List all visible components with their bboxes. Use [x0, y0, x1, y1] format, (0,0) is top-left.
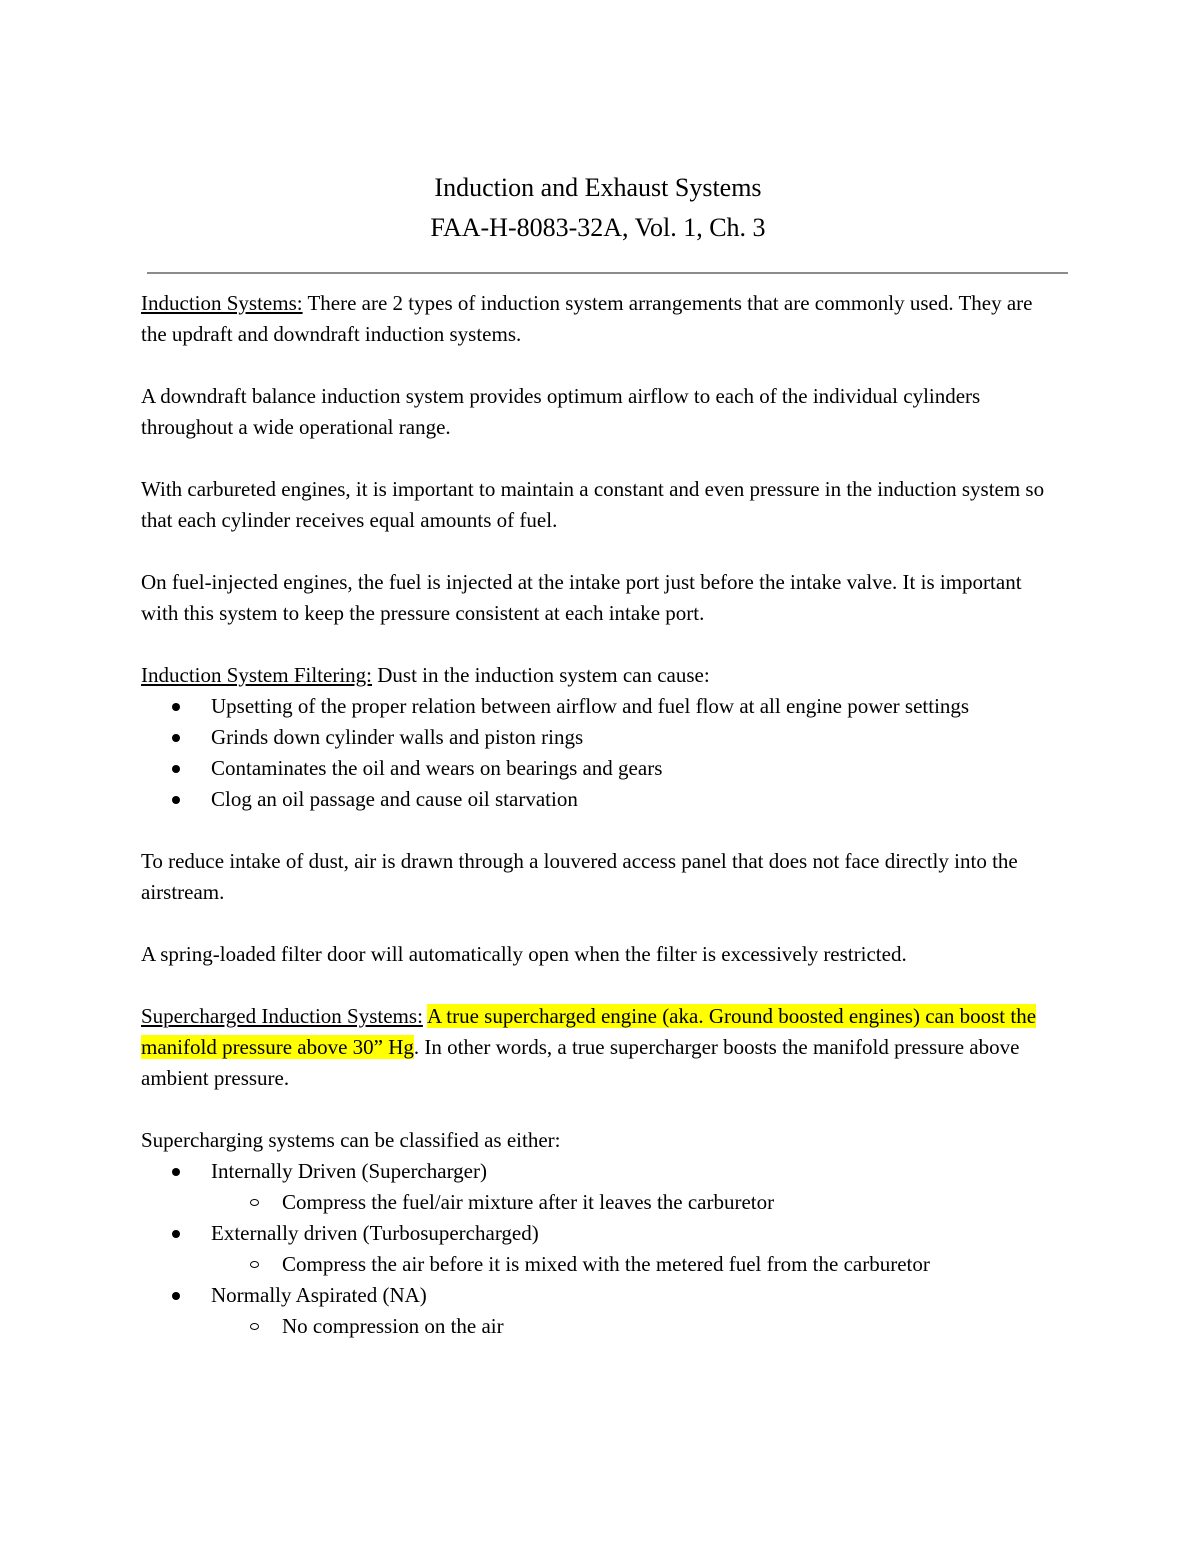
classification-intro: Supercharging systems can be classified as either: — [141, 1128, 561, 1152]
bullet-icon — [172, 1168, 180, 1176]
classification-list — [141, 1156, 1061, 1342]
louvered-panel-paragraph: To reduce intake of dust, air is drawn through a louvered access panel that does not face directly into the airstream. — [141, 849, 1018, 904]
filtering-text: Dust in the induction system can cause: — [372, 663, 710, 687]
supercharged-heading: Supercharged Induction Systems: — [141, 1004, 423, 1028]
sub-list — [211, 1249, 1061, 1280]
hollow-bullet-icon — [250, 1199, 259, 1206]
sub-list-item: No compression on the air — [211, 1311, 1061, 1342]
downdraft-paragraph: A downdraft balance induction system provides optimum airflow to each of the individual cylinders throughout a wide operational range. — [141, 384, 981, 439]
sub-list — [211, 1311, 1061, 1342]
sub-list — [211, 1187, 1061, 1218]
fuel-injected-paragraph: On fuel-injected engines, the fuel is injected at the intake port just before the intake valve. It is important with this system to keep the pressure consistent at each intake port. — [141, 570, 1022, 625]
bullet-icon — [172, 1230, 180, 1238]
supercharged-paragraph — [141, 1001, 1061, 1094]
bullet-icon — [172, 1292, 180, 1300]
hollow-bullet-icon — [250, 1261, 259, 1268]
list-item: Contaminates the oil and wears on bearings and gears — [141, 753, 1061, 784]
list-item: Normally Aspirated (NA) No compression on the air — [141, 1280, 1061, 1342]
sub-list-item: Compress the air before it is mixed with the metered fuel from the carburetor — [211, 1249, 1061, 1280]
list-item: Upsetting of the proper relation between airflow and fuel flow at all engine power settings — [141, 691, 1061, 722]
title-block — [135, 168, 1061, 248]
list-item: Grinds down cylinder walls and piston rings — [141, 722, 1061, 753]
sub-list-item: Compress the fuel/air mixture after it leaves the carburetor — [211, 1187, 1061, 1218]
induction-systems-heading: Induction Systems: — [141, 291, 303, 315]
horizontal-rule — [147, 272, 1068, 274]
bullet-icon — [172, 734, 180, 742]
list-item: Clog an oil passage and cause oil starvation — [141, 784, 1061, 815]
list-item: Externally driven (Turbosupercharged) Compress the air before it is mixed with the metered fuel from the carburetor — [141, 1218, 1061, 1280]
document-title: Induction and Exhaust Systems — [434, 173, 762, 202]
filtering-list — [141, 691, 1061, 815]
list-item: Internally Driven (Supercharger) Compress the fuel/air mixture after it leaves the carburetor — [141, 1156, 1061, 1218]
highlighted-text: A true supercharged engine (aka. Ground boosted engines) can boost the manifold pressure above 30” Hg — [141, 1004, 1037, 1059]
filter-door-paragraph: A spring-loaded filter door will automatically open when the filter is excessively restricted. — [141, 942, 907, 966]
filtering-heading: Induction System Filtering: — [141, 663, 372, 687]
document-subtitle: FAA-H-8083-32A, Vol. 1, Ch. 3 — [430, 213, 766, 242]
hollow-bullet-icon — [250, 1323, 259, 1330]
document-page — [141, 168, 1061, 1373]
bullet-icon — [172, 765, 180, 773]
supercharged-text: . In other words, a true supercharger boosts the manifold pressure above ambient pressure. — [141, 1035, 1020, 1090]
carbureted-paragraph: With carbureted engines, it is important to maintain a constant and even pressure in the induction system so that each cylinder receives equal amounts of fuel. — [141, 477, 1045, 532]
filtering-paragraph — [141, 660, 1061, 691]
bullet-icon — [172, 703, 180, 711]
induction-systems-paragraph — [141, 288, 1061, 350]
induction-systems-text: There are 2 types of induction system arrangements that are commonly used. They are the updraft and downdraft induction systems. — [141, 291, 1033, 346]
bullet-icon — [172, 796, 180, 804]
